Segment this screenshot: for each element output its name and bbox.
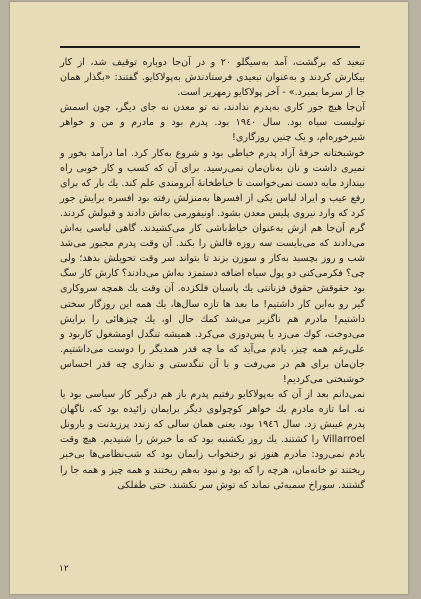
- paragraph: تبعید که برگشت، آمد به‌سیگلو ٢٠ و در آن‌جا دوباره توقیف شد، از کار بیکارش کردند و به‌عنوان تبعیدی فرستادندش به‌پولاکایو. گفتند: «بگذار همان جا از سرما بمیرد.» - آخر پولاکایو زمهریر است.: [60, 57, 365, 99]
- page-number: ١٢: [59, 564, 69, 574]
- paragraph: خوشبختانه حرفهٔ آزاد پدرم خیاطی بود و شروع به‌کار کرد. اما درآمد بخور و نمیری داشت و نان به‌نان‌مان نمی‌رسید. برای آن که کسب و کار خوبی راه بیندازد مایه دست نمی‌خواست تا خیاطخانهٔ آبرومندی علم کند. یك بار که برای رفع عیب و ایراد لباس یکی از افسرها به‌منزلش رفته بود افسره برایش جور کرد که وارد نیروی پلیس معدن بشود. اونیفورمی به‌اش دادند و قبولش کردند. گرم آن‌جا هم ازش به‌عنوان خیاط‌باشی کار می‌کشیدند. گاهی لباسی به‌اش می‌دادند که می‌بایست سه روزه قالش را بکند. آن وقت پدرم مجبور می‌شد شب و روز بچسبد به‌کار و سوزن بزند تا بتواند سر وقت تحویلش بدهد؛ ولی چی؟ فکرمی‌کنی دو پول سیاه اضافه دستمزد به‌اش می‌دادند؟ کارش کار سگ بود حقوقش حقوق فزنانتی یك پاسبان فلکزده. آن وقت یك همچه سروکاری گیر رو به‌این کار داشتیم! ما بعد ها تازه سال‌ها، یك همه این روزگار سختی داشتیم! مادرم هم ناگزیر می‌شد کمك حال او، یك چیزهائی را برایش می‌دوخت، کوك می‌زد یا پس‌دوزی می‌کرد. همیشه تنگدل اومشغول کاربود و علی‌رغم همه چیز، یادم می‌آید که ما چه قدر همدیگر را دوست می‌داشتیم. جان‌مان برای هم در می‌رفت و با آن تنگدستی و نداری چه قدر احساس خوشبختی می‌کردیم!: [60, 147, 365, 385]
- paragraph: آن‌جا هیچ جور کاری به‌پدرم ندادند، نه تو معدن نه جای دیگر، چون اسمش تولیست سیاه بود. سال ١٩٤٠ بود. پدرم بود و مادرم و من و خواهر شیرخوره‌ام، و یک چنین روزگاری!: [60, 102, 365, 144]
- header-rule: [60, 46, 360, 48]
- document-page: [10, 2, 408, 594]
- paragraph: نمی‌دانم بعد از آن که به‌پولاکایو رفتیم پدرم باز هم درگیر کار سیاسی بود یا نه. اما تازه مادرم یك خواهر کوچولوی دیگر برایمان زائیده بود که، ناگهان پدرم غیبش زد. سال ١٩٤٦ بود، یعنی همان سالی که زندد پرزیدنت و یارونل Villarroel را کشتند. یك روز یکشنبه بود که ما خبرش را شنیدیم. هیچ وقت یادم نمی‌رود: مادرم هنوز تو رختخواب زایمان بود که شب‌نظامی‌ها بی‌خبر ریختند تو خانه‌مان، هرچه را که بود و نبود به‌هم ریختند و همه چیز و همه جا را گشتند. سوراخ سمبه‌ئی نماند که توش سر نکشند. حتی طفلکی: [60, 389, 365, 491]
- body-text: [60, 55, 365, 493]
